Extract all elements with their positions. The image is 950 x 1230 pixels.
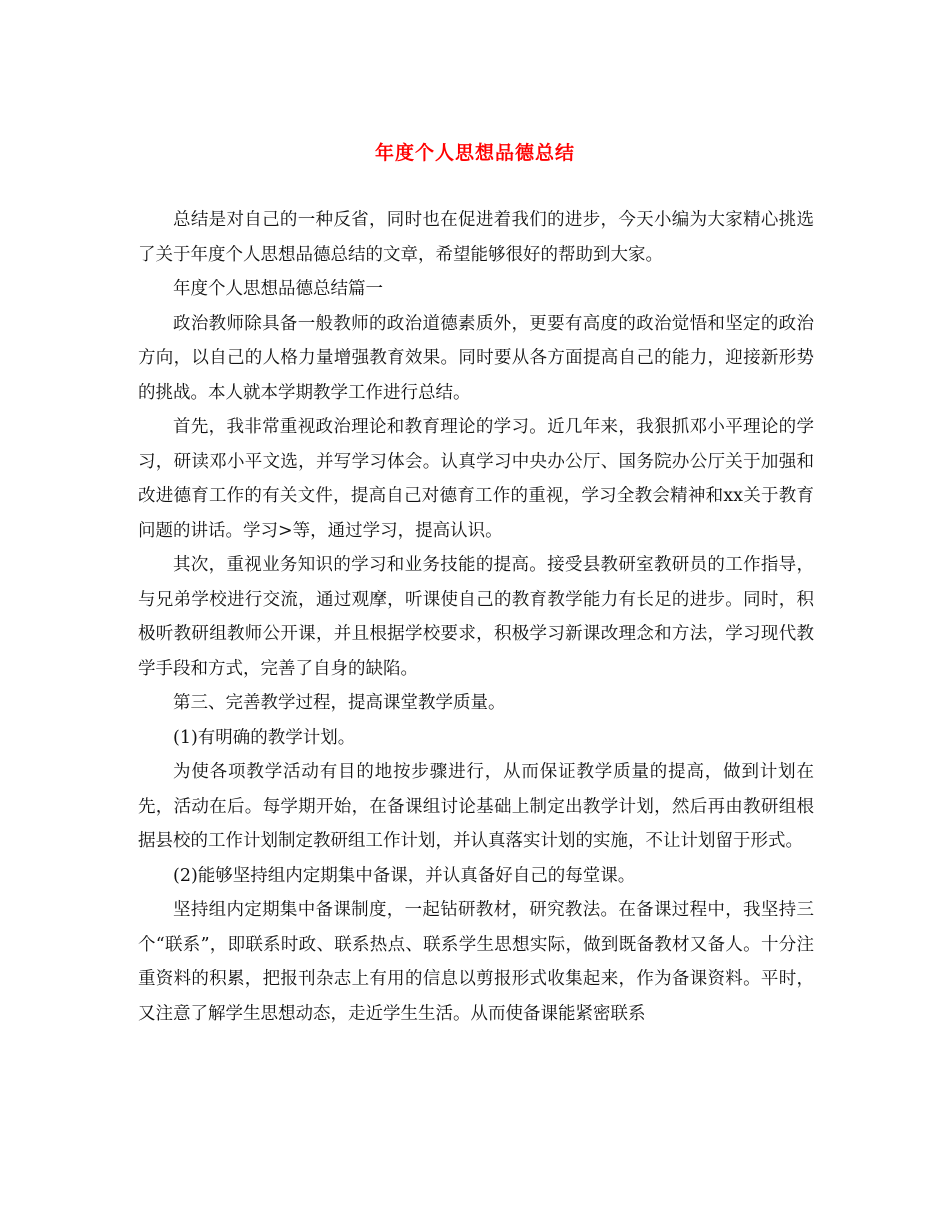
paragraph-third-heading: 第三、完善教学过程，提高课堂教学质量。 bbox=[173, 693, 506, 713]
paragraph-first: 首先，我非常重视政治理论和教育理论的学习。近几年来，我狠抓邓小平理论的学习，研读邓小平文选，并写学习体会。认真学习中央办公厅、国务院办公厅关于加强和改进德育工作的有关文件，提高自己对德育工作的重视，学习全教会精神和xx关于教育问题的讲话。学习>等，通过学习，提高认识。 bbox=[138, 417, 814, 541]
paragraph-section-heading: 年度个人思想品德总结篇一 bbox=[173, 279, 383, 299]
document-body bbox=[138, 203, 814, 1031]
document-title: 年度个人思想品德总结 bbox=[374, 142, 575, 164]
paragraph-item-1-heading: (1)有明确的教学计划。 bbox=[173, 727, 356, 748]
paragraph-item-2-heading: (2)能够坚持组内定期集中备课，并认真备好自己的每堂课。 bbox=[173, 865, 636, 886]
paragraph-second: 其次，重视业务知识的学习和业务技能的提高。接受县教研室教研员的工作指导，与兄弟学校进行交流，通过观摩，听课使自己的教育教学能力有长足的进步。同时，积极听教研组教师公开课，并且根据学校要求，积极学习新课改理念和方法，学习现代教学手段和方式，完善了自身的缺陷。 bbox=[138, 555, 814, 679]
paragraph-item-2-body: 坚持组内定期集中备课制度，一起钻研教材，研究教法。在备课过程中，我坚持三个“联系”，即联系时政、联系热点、联系学生思想实际，做到既备教材又备人。十分注重资料的积累，把报刊杂志上有用的信息以剪报形式收集起来，作为备课资料。平时，又注意了解学生思想动态，走近学生生活。从而使备课能紧密联系 bbox=[138, 900, 814, 1024]
paragraph-political-teacher: 政治教师除具备一般教师的政治道德素质外，更要有高度的政治觉悟和坚定的政治方向，以自己的人格力量增强教育效果。同时要从各方面提高自己的能力，迎接新形势的挑战。本人就本学期教学工作进行总结。 bbox=[138, 313, 814, 403]
paragraph-item-1-body: 为使各项教学活动有目的地按步骤进行，从而保证教学质量的提高，做到计划在先，活动在后。每学期开始，在备课组讨论基础上制定出教学计划，然后再由教研组根据县校的工作计划制定教研组工作计划，并认真落实计划的实施，不让计划留于形式。 bbox=[138, 762, 814, 851]
paragraph-intro: 总结是对自己的一种反省，同时也在促进着我们的进步，今天小编为大家精心挑选了关于年度个人思想品德总结的文章，希望能够很好的帮助到大家。 bbox=[138, 210, 814, 265]
